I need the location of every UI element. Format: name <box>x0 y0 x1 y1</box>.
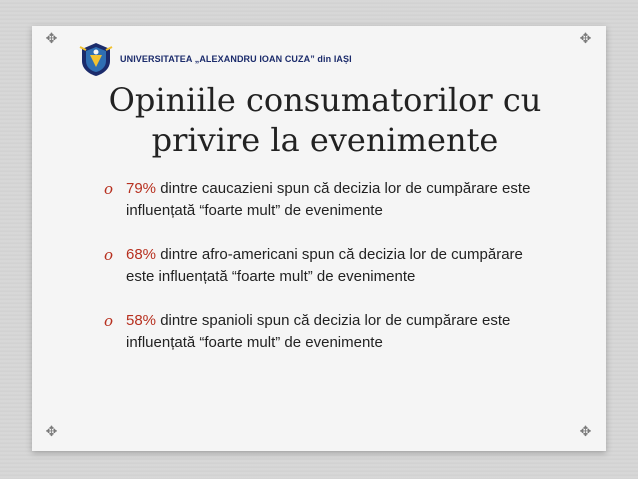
bullet-icon: o <box>104 180 114 198</box>
item-text: dintre spanioli spun că decizia lor de cumpărare este influențată “foarte mult” de evenimente <box>126 312 511 351</box>
bullet-list <box>104 178 544 376</box>
corner-pin-icon: ✥ <box>579 31 592 47</box>
percent-value: 68% <box>126 246 161 263</box>
corner-pin-icon: ✥ <box>45 424 58 440</box>
university-header <box>78 40 352 78</box>
title-line-2: privire la evenimente <box>151 121 499 159</box>
corner-pin-icon: ✥ <box>579 424 592 440</box>
bullet-icon: o <box>104 312 114 330</box>
university-crest-icon <box>78 41 114 77</box>
list-item <box>104 310 544 354</box>
item-text: dintre afro-americani spun că decizia lor de cumpărare este influențată “foarte mult” de evenimente <box>126 246 523 285</box>
university-name: UNIVERSITATEA „ALEXANDRU IOAN CUZA” din IAȘI <box>120 54 352 64</box>
item-text: dintre caucazieni spun că decizia lor de cumpărare este influențată “foarte mult” de evenimente <box>126 180 531 219</box>
bullet-icon: o <box>104 246 114 264</box>
list-item <box>104 178 544 222</box>
list-item <box>104 244 544 288</box>
percent-value: 79% <box>126 180 161 197</box>
percent-value: 58% <box>126 312 161 329</box>
title-line-1: Opiniile consumatorilor cu <box>108 81 542 119</box>
slide-title <box>90 80 560 160</box>
corner-pin-icon: ✥ <box>45 31 58 47</box>
